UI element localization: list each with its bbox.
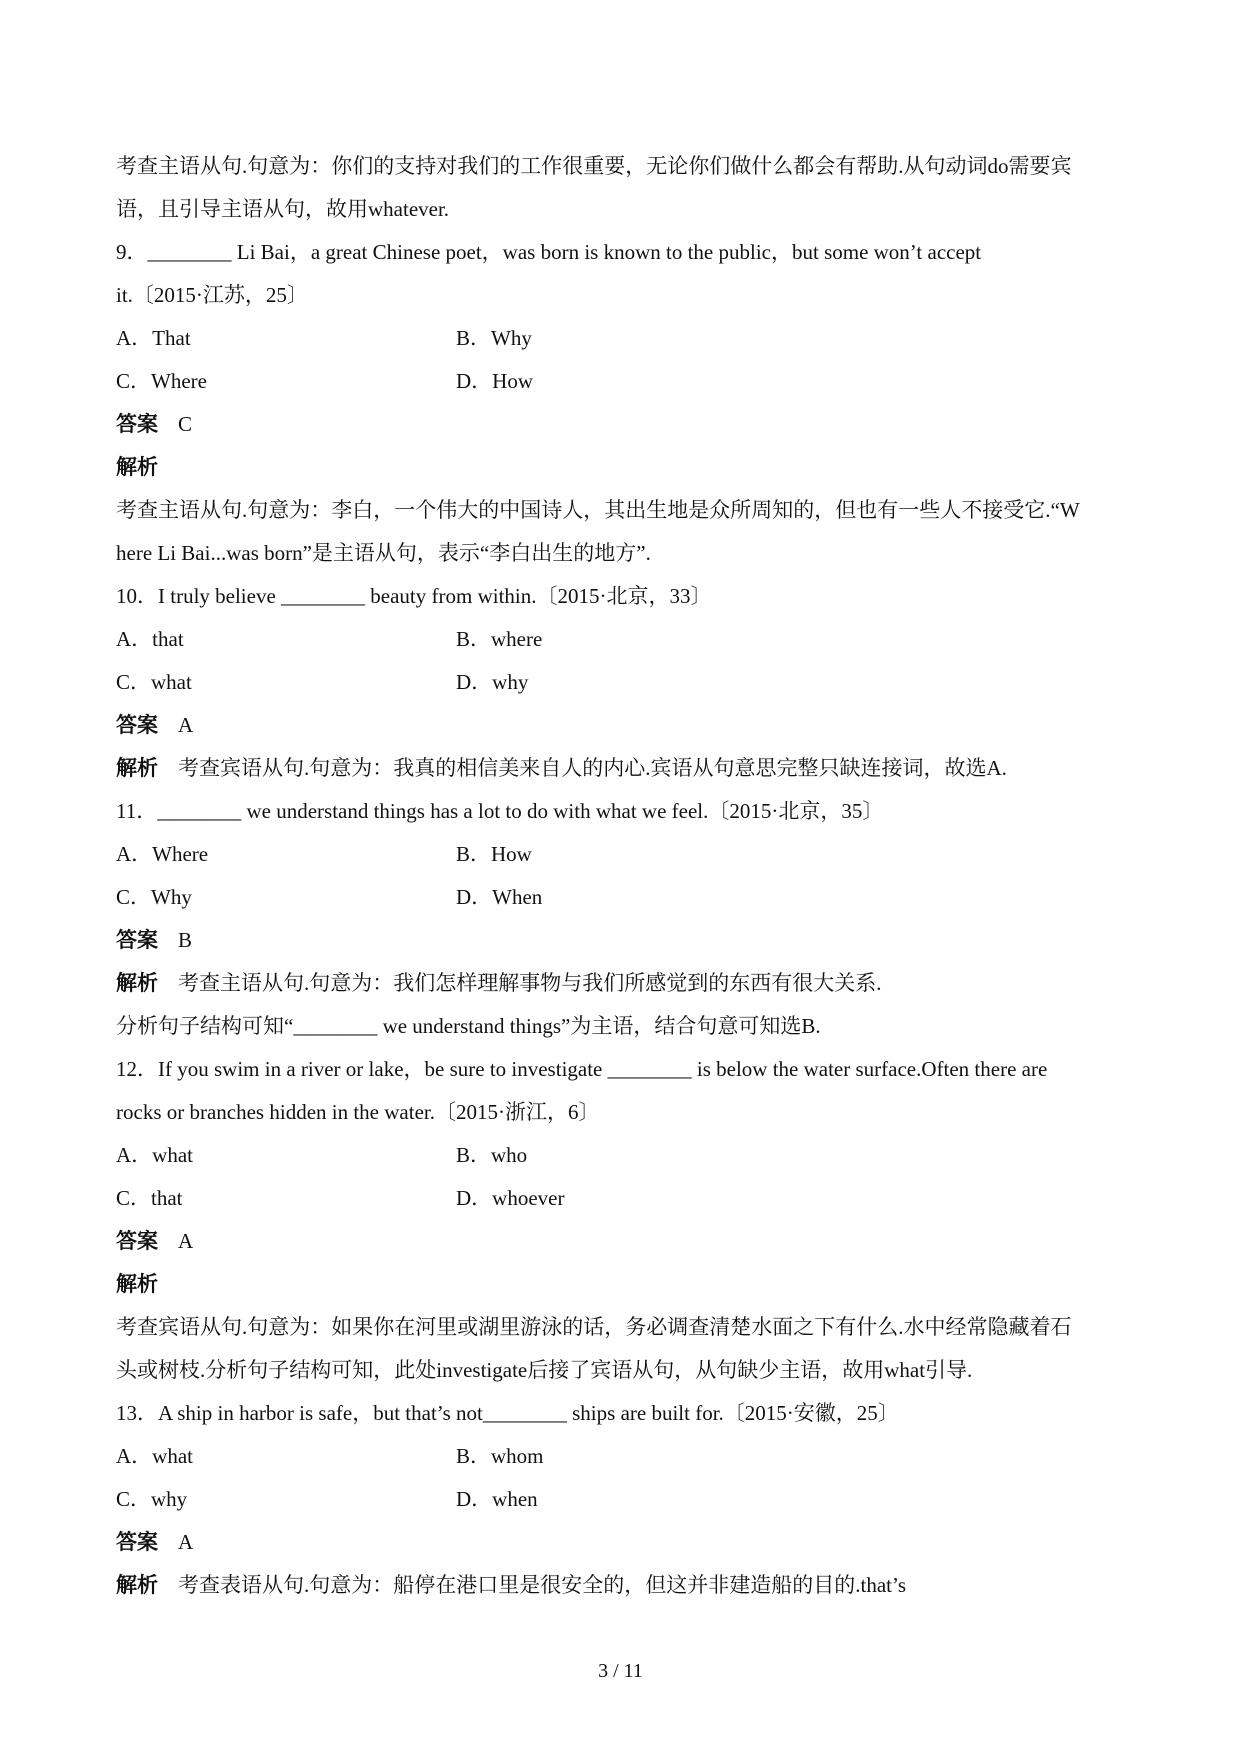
- option-c: C．why: [116, 1487, 188, 1511]
- analysis-text: 考查主语从句.句意为：我们怎样理解事物与我们所感觉到的东西有很大关系.: [178, 971, 882, 995]
- analysis-line: [116, 962, 1126, 1005]
- option-a: A．Where: [116, 842, 209, 866]
- analysis-label: 解析: [116, 756, 158, 780]
- option-b: B．whom: [456, 1444, 544, 1468]
- answer-label: 答案: [116, 1530, 158, 1554]
- analysis-text: 语，且引导主语从句，故用whatever.: [116, 197, 450, 221]
- option-c: C．Why: [116, 885, 192, 909]
- answer-line: [116, 1220, 1126, 1263]
- analysis-text: 考查主语从句.句意为：你们的支持对我们的工作很重要，无论你们做什么都会有帮助.从句动词do需要宾: [116, 154, 1072, 178]
- answer-line: [116, 403, 1126, 446]
- question-12-stem: 12．If you swim in a river or lake，be sure to investigate ________ is below the water surface.Often there are: [116, 1057, 1048, 1081]
- option-c: C．that: [116, 1186, 183, 1210]
- options-row: [116, 618, 1126, 661]
- analysis-text: 考查宾语从句.句意为：我真的相信美来自人的内心.宾语从句意思完整只缺连接词，故选A.: [178, 756, 1007, 780]
- option-a: A．what: [116, 1143, 193, 1167]
- answer-line: [116, 704, 1126, 747]
- option-a: A．That: [116, 326, 191, 350]
- option-b: B．where: [456, 627, 543, 651]
- analysis-text: 头或树枝.分析句子结构可知，此处investigate后接了宾语从句，从句缺少主语，故用what引导.: [116, 1358, 973, 1382]
- option-c: C．Where: [116, 369, 207, 393]
- question-11-stem: 11．________ we understand things has a lot to do with what we feel.〔2015·北京，35〕: [116, 799, 884, 823]
- answer-value: C: [178, 412, 193, 436]
- answer-line: [116, 1521, 1126, 1564]
- analysis-label-line: [116, 1263, 1126, 1306]
- answer-value: A: [178, 1229, 194, 1253]
- option-d: D．whoever: [456, 1186, 565, 1210]
- answer-label: 答案: [116, 412, 158, 436]
- options-row: [116, 1134, 1126, 1177]
- analysis-line: [116, 1564, 1126, 1607]
- options-row: [116, 833, 1126, 876]
- answer-value: A: [178, 1530, 194, 1554]
- option-b: B．How: [456, 842, 532, 866]
- answer-label: 答案: [116, 713, 158, 737]
- options-row: [116, 1478, 1126, 1521]
- answer-line: [116, 919, 1126, 962]
- analysis-text: 分析句子结构可知“________ we understand things”为主语，结合句意可知选B.: [116, 1014, 821, 1038]
- answer-label: 答案: [116, 1229, 158, 1253]
- analysis-text: 考查主语从句.句意为：李白，一个伟大的中国诗人，其出生地是众所周知的，但也有一些人不接受它.“W: [116, 498, 1080, 522]
- option-a: A．that: [116, 627, 184, 651]
- option-d: D．How: [456, 369, 533, 393]
- question-13-stem: 13．A ship in harbor is safe，but that’s not________ ships are built for.〔2015·安徽，25〕: [116, 1401, 899, 1425]
- option-b: B．Why: [456, 326, 532, 350]
- analysis-text: 考查宾语从句.句意为：如果你在河里或湖里游泳的话，务必调查清楚水面之下有什么.水中经常隐藏着石: [116, 1315, 1072, 1339]
- question-10-stem: 10．I truly believe ________ beauty from within.〔2015·北京，33〕: [116, 584, 712, 608]
- analysis-label: 解析: [116, 971, 158, 995]
- options-row: [116, 317, 1126, 360]
- answer-value: A: [178, 713, 194, 737]
- answer-label: 答案: [116, 928, 158, 952]
- option-c: C．what: [116, 670, 192, 694]
- option-b: B．who: [456, 1143, 528, 1167]
- options-row: [116, 360, 1126, 403]
- analysis-label-line: [116, 446, 1126, 489]
- answer-value: B: [178, 928, 193, 952]
- option-d: D．when: [456, 1487, 538, 1511]
- question-9-stem: 9．________ Li Bai，a great Chinese poet，was born is known to the public，but some won’t accept: [116, 240, 982, 264]
- analysis-text: 考查表语从句.句意为：船停在港口里是很安全的，但这并非建造船的目的.that’s: [178, 1573, 906, 1597]
- analysis-label: 解析: [116, 1272, 158, 1296]
- analysis-line: [116, 747, 1126, 790]
- options-row: [116, 1435, 1126, 1478]
- option-a: A．what: [116, 1444, 193, 1468]
- option-d: D．why: [456, 670, 529, 694]
- question-12-stem: rocks or branches hidden in the water.〔2015·浙江，6〕: [116, 1100, 600, 1124]
- question-9-stem: it.〔2015·江苏，25〕: [116, 283, 308, 307]
- document-page: [116, 145, 1126, 1607]
- options-row: [116, 661, 1126, 704]
- page-number: 3 / 11: [598, 1660, 643, 1682]
- analysis-label: 解析: [116, 455, 158, 479]
- options-row: [116, 876, 1126, 919]
- options-row: [116, 1177, 1126, 1220]
- analysis-text: here Li Bai...was born”是主语从句，表示“李白出生的地方”.: [116, 541, 651, 565]
- analysis-label: 解析: [116, 1573, 158, 1597]
- option-d: D．When: [456, 885, 543, 909]
